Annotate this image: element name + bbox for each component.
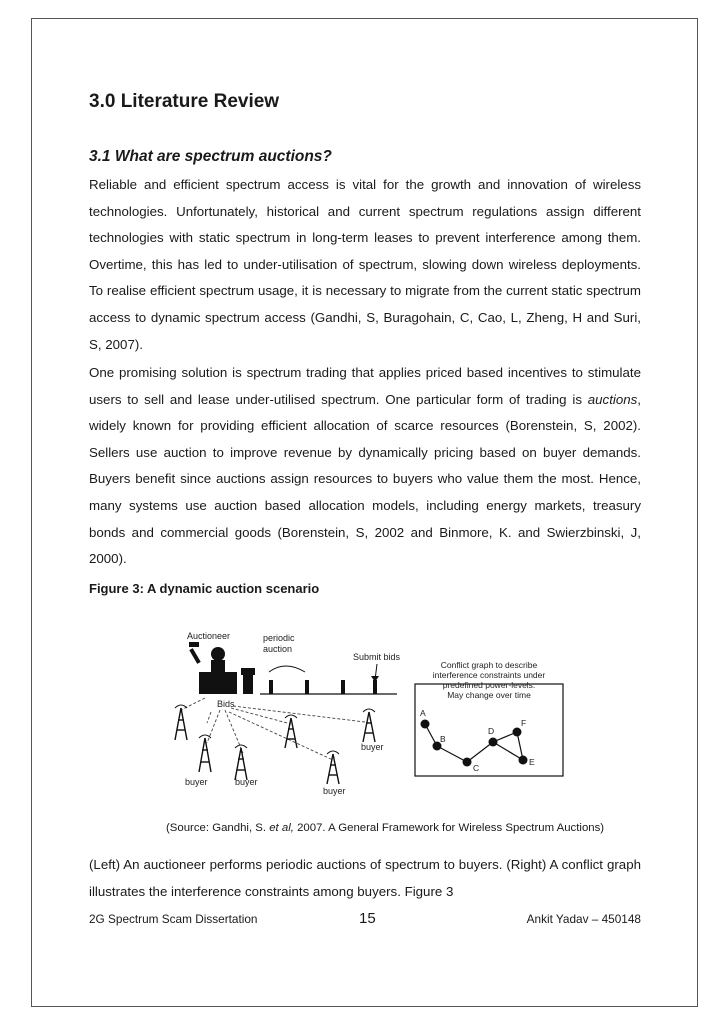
source-text-a: (Source: Gandhi, S. — [166, 822, 270, 834]
page-footer — [89, 910, 641, 928]
graph-label-b: B — [440, 734, 446, 744]
buyer-label: buyer — [185, 777, 208, 787]
buyer-label: buyer — [323, 786, 346, 796]
graph-label-e: E — [529, 757, 535, 767]
figure-source — [166, 822, 604, 834]
tower-icon — [199, 735, 211, 772]
conflict-caption-line-2: interference constraints under — [432, 670, 546, 680]
footer-title: 2G Spectrum Scam Dissertation — [89, 912, 258, 926]
conflict-caption-line-3: predefined power-levels. — [442, 680, 536, 690]
paragraph-2-emphasis: auctions — [587, 391, 638, 407]
tower-icon — [175, 705, 187, 740]
auction-timeline — [260, 664, 397, 694]
bids-label: Bids — [217, 699, 235, 709]
graph-label-c: C — [473, 763, 480, 773]
graph-label-d: D — [488, 726, 495, 736]
footer-author: Ankit Yadav – 450148 — [526, 912, 641, 926]
graph-node-c — [463, 758, 472, 767]
conflict-caption-line-4: May change over time — [447, 690, 531, 700]
graph-node-e — [519, 756, 528, 765]
source-text-b: 2007. A General Framework for Wireless Spectrum Auctions) — [293, 822, 605, 834]
conflict-graph — [420, 708, 535, 773]
conflict-caption-line-1: Conflict graph to describe — [440, 660, 538, 670]
paragraph-1: Reliable and efficient spectrum access is vital for the growth and innovation of wireless technologies. Unfortunately, historical and current spectrum regulations assign different technologies with static spectrum in long-term leases to prevent interference among them. Overtime, this has led to under-utilisation of spectrum, slowing down wireless deployments. To realise efficient spectrum usage, it is necessary to migrate from the current static spectrum access to dynamic spectrum access (Gandhi, S, Buragohain, C, Cao, L, Zheng, H and Suri, S, 2007). — [89, 177, 641, 352]
submit-bids-label: Submit bids — [353, 652, 401, 662]
graph-label-a: A — [420, 708, 426, 718]
bid-lines — [181, 698, 365, 760]
tower-icon — [285, 715, 297, 748]
buyer-label: buyer — [361, 742, 384, 752]
auction-label: auction — [263, 644, 293, 654]
paragraph-2-text-a: One promising solution is spectrum trading that applies priced based incentives to stimulate users to sell and lease under-utilised spectrum. One particular form of trading is — [89, 365, 641, 407]
source-emphasis: et al, — [269, 822, 294, 834]
graph-label-f: F — [521, 718, 527, 728]
tower-icon — [363, 709, 375, 742]
graph-node-a — [421, 720, 430, 729]
paragraph-3: (Left) An auctioneer performs periodic auctions of spectrum to buyers. (Right) A conflict graph illustrates the interference constraints among buyers. Figure 3 — [89, 857, 641, 899]
graph-node-f — [513, 728, 522, 737]
paragraph-2-text-b: , widely known for providing efficient allocation of scarce resources (Borenstein, S, 2002). Sellers use auction to improve revenue by dynamically pricing based on buyer demands. Buyers benefit since auctions assign resources to buyers who value them the most. Hence, many systems use auction based allocation models, including energy markets, treasury bonds and commercial goods (Borenstein, S, 2002 and Binmore, K. and Swierzbinski, J, 2000). — [89, 391, 641, 567]
figure-caption: Figure 3: A dynamic auction scenario — [89, 581, 320, 596]
subsection-heading: 3.1 What are spectrum auctions? — [89, 148, 332, 165]
auctioneer-icon — [189, 642, 255, 694]
buyer-label: buyer — [235, 777, 258, 787]
tower-icon — [327, 751, 339, 784]
graph-node-d — [489, 738, 498, 747]
section-heading: 3.0 Literature Review — [89, 91, 280, 112]
auctioneer-label: Auctioneer — [187, 631, 231, 641]
tower-icon — [235, 745, 247, 780]
periodic-label: periodic — [263, 633, 295, 643]
paragraph-2 — [89, 360, 641, 573]
auction-figure — [165, 628, 565, 804]
page-number: 15 — [359, 910, 376, 927]
buyer-towers — [175, 705, 375, 784]
